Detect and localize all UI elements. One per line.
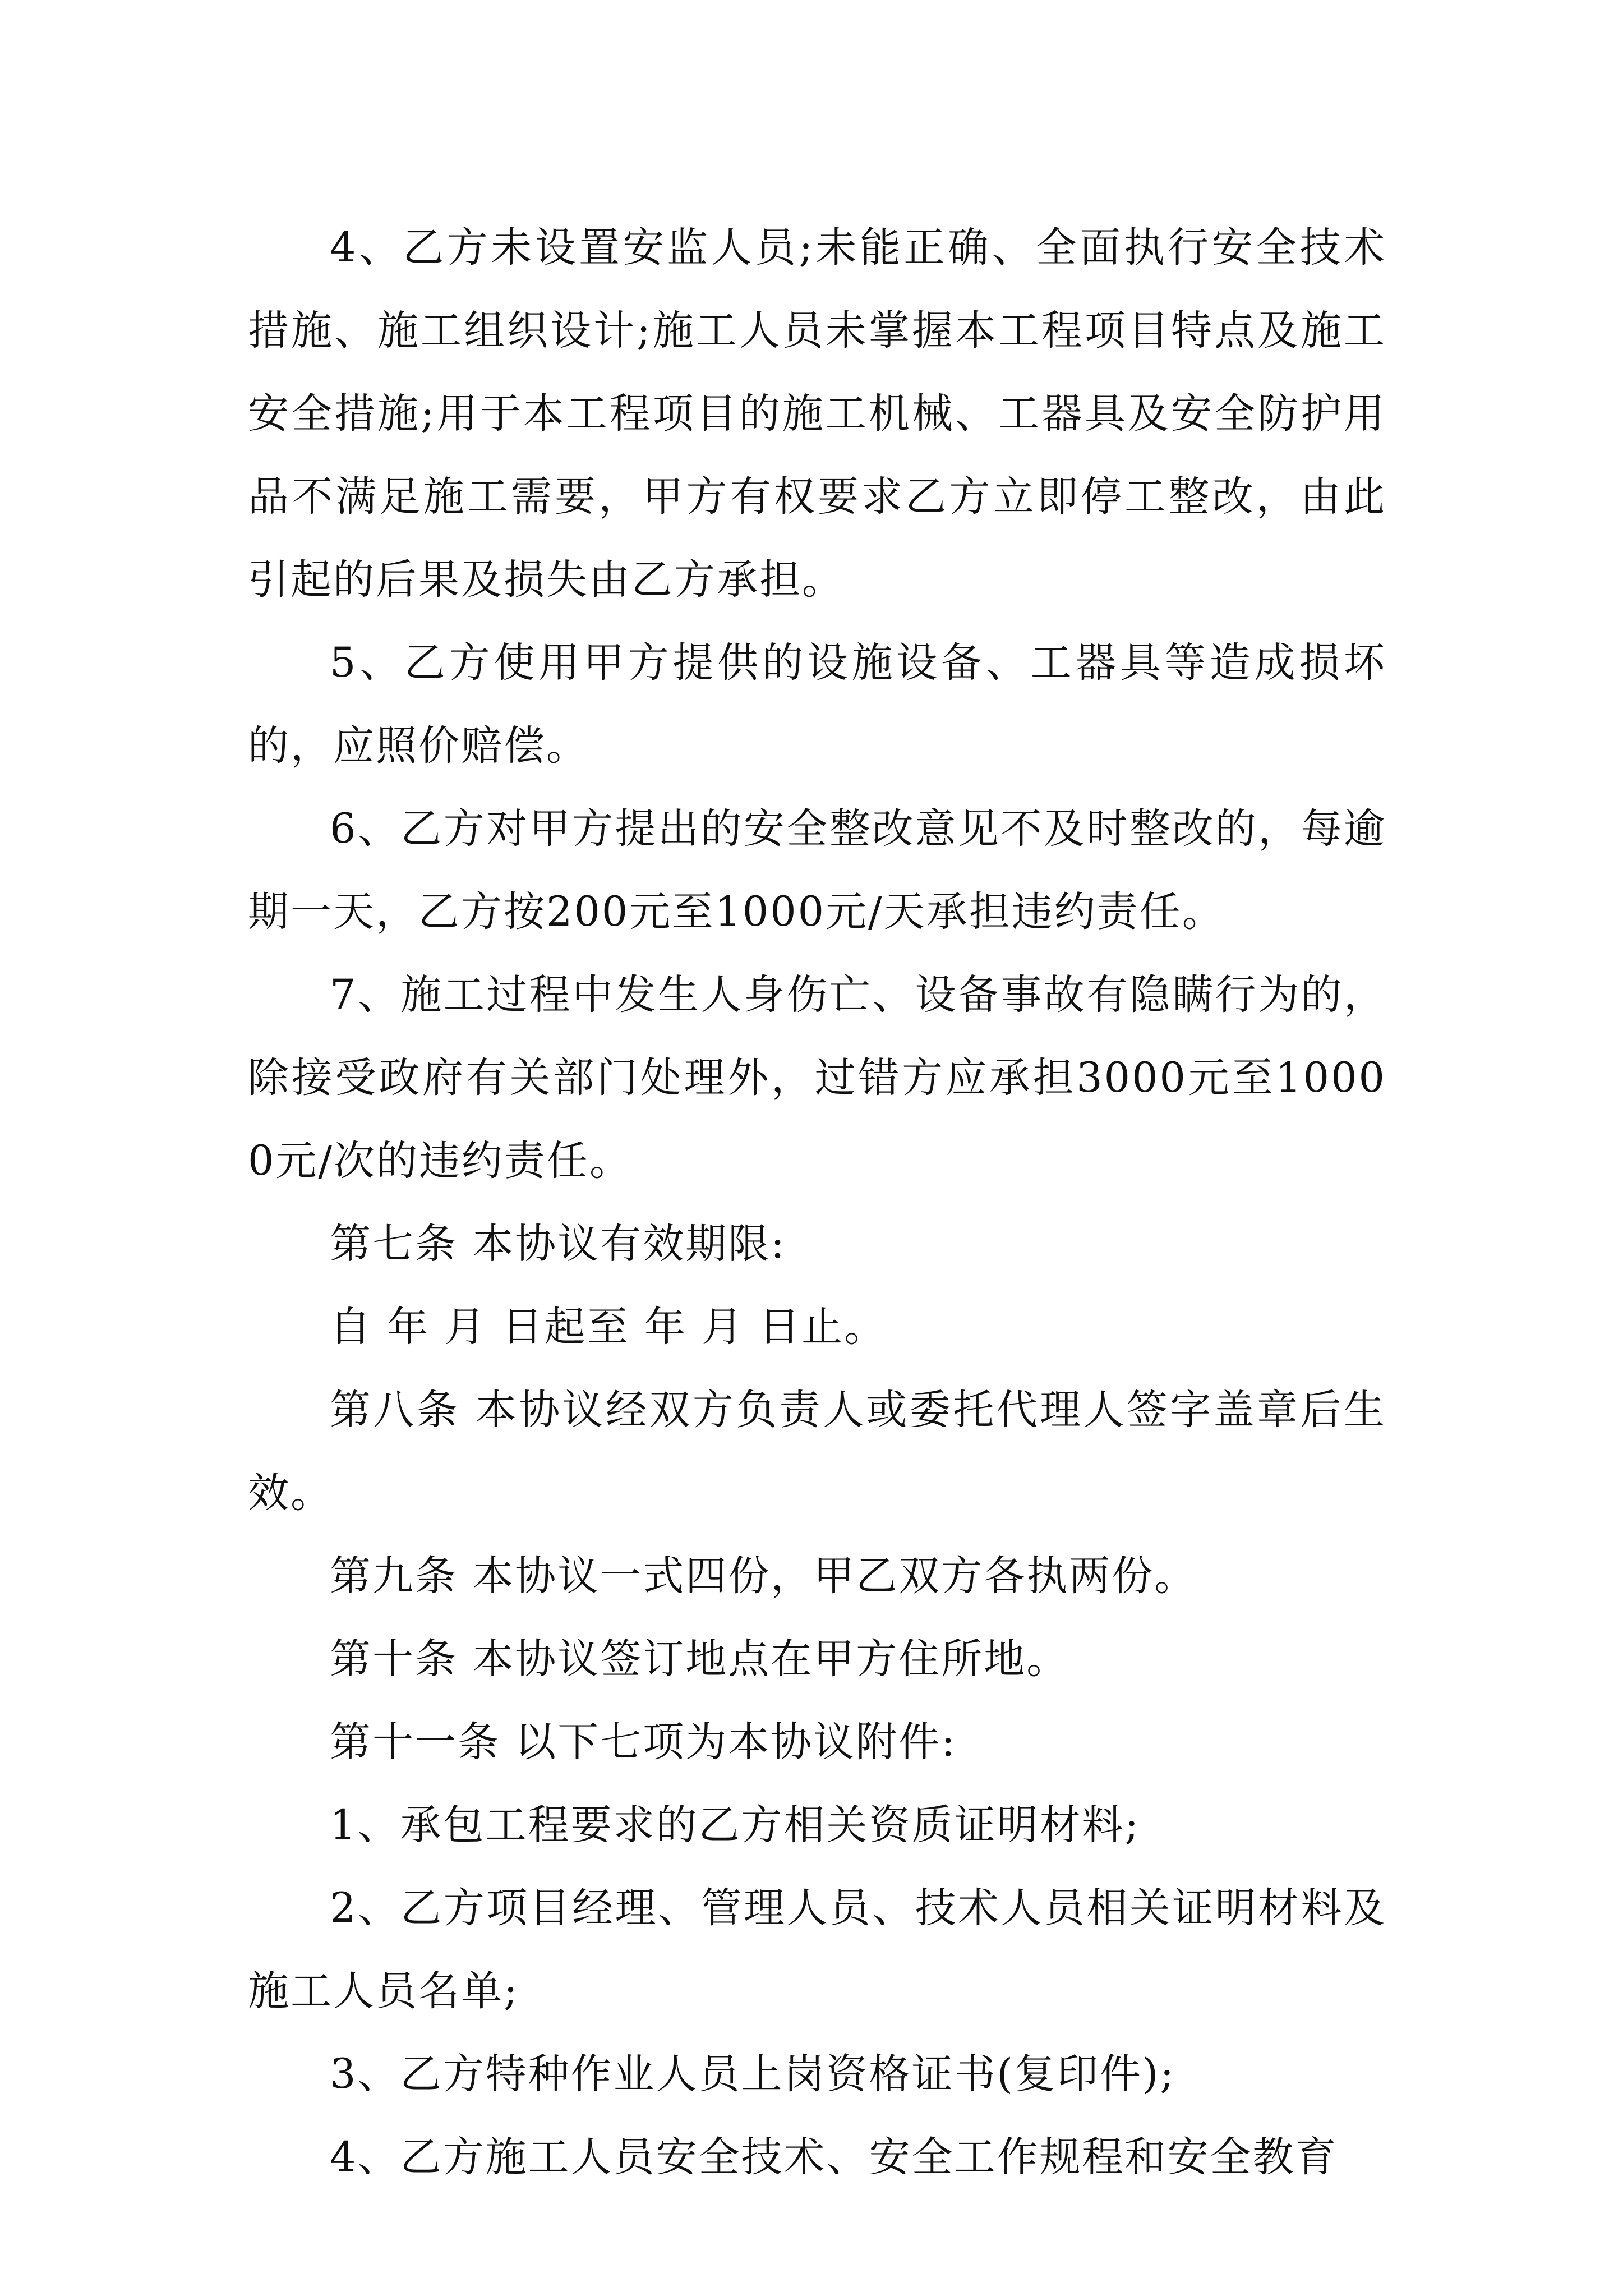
paragraph-attachment-1: 1、承包工程要求的乙方相关资质证明材料; bbox=[330, 1801, 1141, 1849]
paragraph-article-11-attachments: 第十一条 以下七项为本协议附件: bbox=[330, 1718, 957, 1766]
paragraph-clause-4-supervision: 4、乙方未设置安监人员;未能正确、全面执行安全技术措施、施工组织设计;施工人员未掌握本工程项目特点及施工安全措施;用于本工程项目的施工机械、工器具及安全防护用品不满足施工需要，甲方有权要求乙方立即停工整改，由此引起的后果及损失由乙方承担。 bbox=[248, 224, 1386, 604]
paragraph-article-7-validity: 第七条 本协议有效期限: bbox=[330, 1220, 786, 1268]
paragraph-attachment-2: 2、乙方项目经理、管理人员、技术人员相关证明材料及施工人员名单; bbox=[248, 1884, 1386, 2015]
paragraph-validity-dates: 自 年 月 日起至 年 月 日止。 bbox=[330, 1303, 887, 1351]
document-body bbox=[248, 206, 1386, 2199]
paragraph-attachment-4: 4、乙方施工人员安全技术、安全工作规程和安全教育 bbox=[330, 2133, 1338, 2181]
paragraph-clause-7-concealment: 7、施工过程中发生人身伤亡、设备事故有隐瞒行为的，除接受政府有关部门处理外，过错方应承担3000元至10000元/次的违约责任。 bbox=[248, 971, 1386, 1185]
paragraph-clause-6-rectification: 6、乙方对甲方提出的安全整改意见不及时整改的，每逾期一天，乙方按200元至1000元/天承担违约责任。 bbox=[248, 805, 1386, 936]
paragraph-article-10-place: 第十条 本协议签订地点在甲方住所地。 bbox=[330, 1635, 1069, 1683]
paragraph-article-9-copies: 第九条 本协议一式四份，甲乙双方各执两份。 bbox=[330, 1552, 1197, 1600]
paragraph-clause-5-compensation: 5、乙方使用甲方提供的设施设备、工器具等造成损坏的，应照价赔偿。 bbox=[248, 639, 1386, 770]
paragraph-attachment-3: 3、乙方特种作业人员上岗资格证书(复印件); bbox=[330, 2050, 1175, 2098]
paragraph-article-8-effect: 第八条 本协议经双方负责人或委托代理人签字盖章后生效。 bbox=[248, 1386, 1386, 1517]
